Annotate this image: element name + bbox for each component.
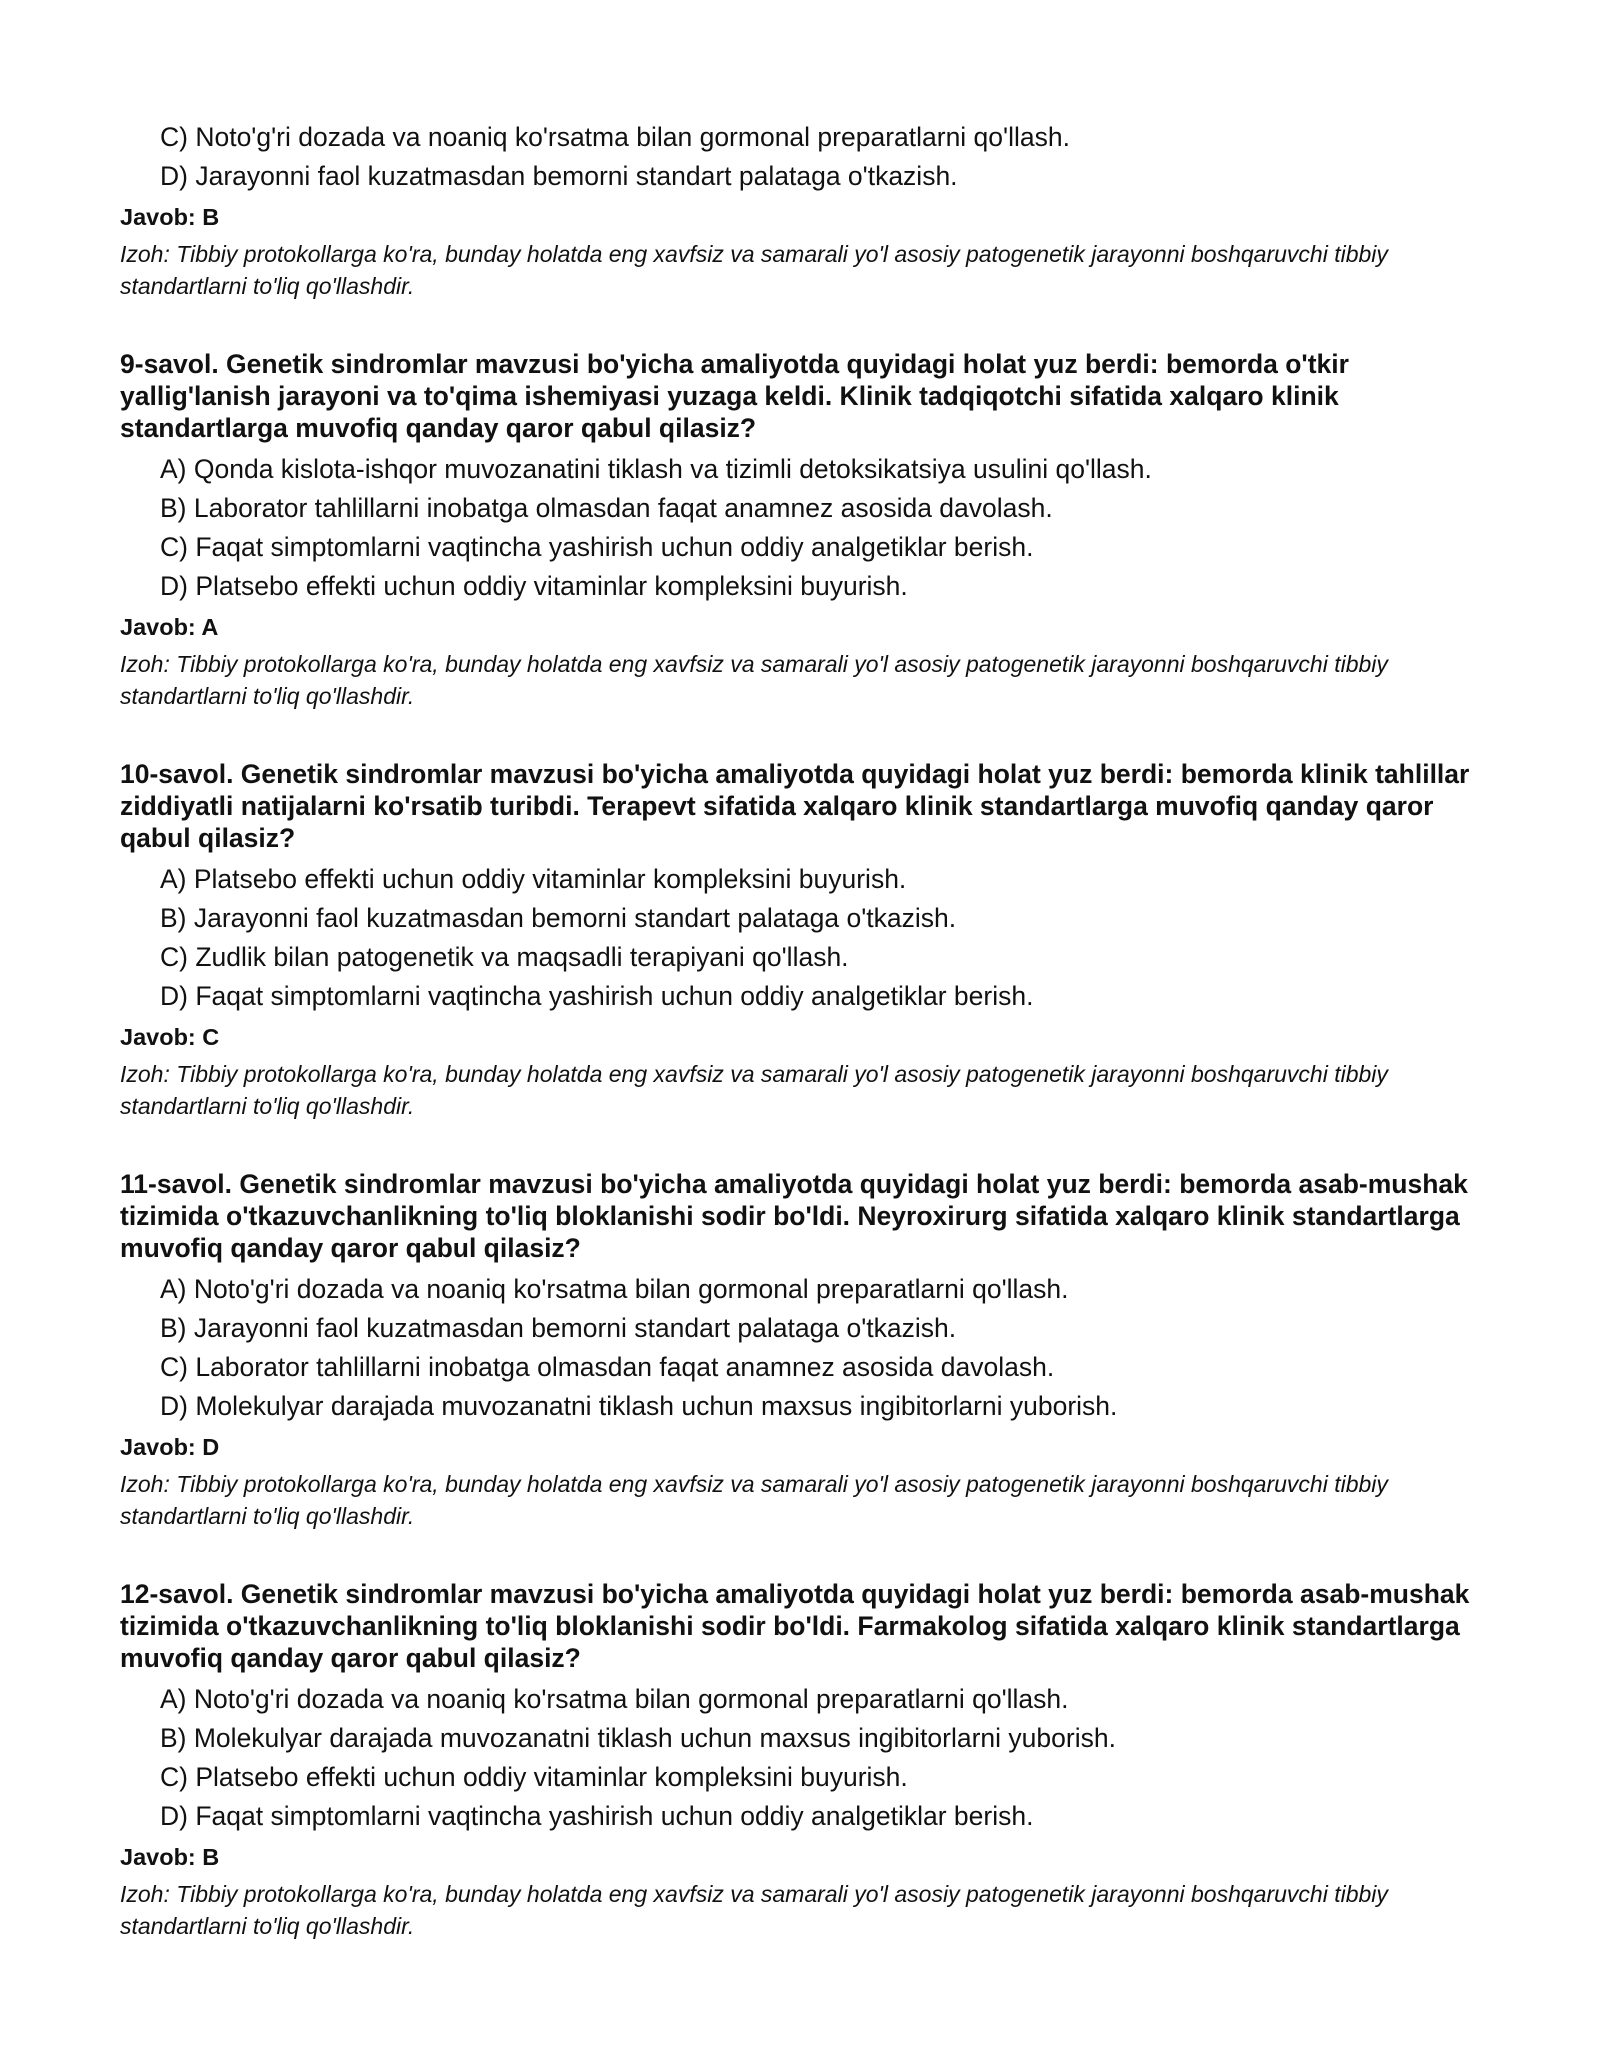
option-d: D) Molekulyar darajada muvozanatni tiklash uchun maxsus ingibitorlarni yuborish. — [160, 1391, 1118, 1421]
explanation-note: Izoh: Tibbiy protokollarga ko'ra, bunday holatda eng xavfsiz va samarali yo'l asosiy patogenetik jarayonni boshqaruvchi tibbiy standartlarni to'liq qo'llashdir. — [120, 1471, 1388, 1529]
answer-label: Javob: B — [120, 204, 220, 230]
document-page — [120, 118, 1500, 1942]
answer-label: Javob: A — [120, 614, 219, 640]
option-b: B) Molekulyar darajada muvozanatni tiklash uchun maxsus ingibitorlarni yuborish. — [160, 1723, 1116, 1753]
option-a: A) Noto'g'ri dozada va noaniq ko'rsatma bilan gormonal preparatlarni qo'llash. — [160, 1274, 1069, 1304]
explanation-note: Izoh: Tibbiy protokollarga ko'ra, bunday holatda eng xavfsiz va samarali yo'l asosiy patogenetik jarayonni boshqaruvchi tibbiy standartlarni to'liq qo'llashdir. — [120, 1061, 1388, 1119]
option-b: B) Laborator tahlillarni inobatga olmasdan faqat anamnez asosida davolash. — [160, 493, 1053, 523]
option-c: C) Laborator tahlillarni inobatga olmasdan faqat anamnez asosida davolash. — [160, 1352, 1055, 1382]
option-c: C) Zudlik bilan patogenetik va maqsadli terapiyani qo'llash. — [160, 942, 849, 972]
question-9 — [120, 348, 1500, 712]
answer-label: Javob: B — [120, 1844, 220, 1870]
explanation-note: Izoh: Tibbiy protokollarga ko'ra, bunday holatda eng xavfsiz va samarali yo'l asosiy patogenetik jarayonni boshqaruvchi tibbiy standartlarni to'liq qo'llashdir. — [120, 651, 1388, 709]
answer-label: Javob: D — [120, 1434, 220, 1460]
option-a: A) Qonda kislota-ishqor muvozanatini tiklash va tizimli detoksikatsiya usulini qo'llash. — [160, 454, 1152, 484]
explanation-note: Izoh: Tibbiy protokollarga ko'ra, bunday holatda eng xavfsiz va samarali yo'l asosiy patogenetik jarayonni boshqaruvchi tibbiy standartlarni to'liq qo'llashdir. — [120, 1881, 1388, 1939]
explanation-note: Izoh: Tibbiy protokollarga ko'ra, bunday holatda eng xavfsiz va samarali yo'l asosiy patogenetik jarayonni boshqaruvchi tibbiy standartlarni to'liq qo'llashdir. — [120, 241, 1388, 299]
option-c: C) Faqat simptomlarni vaqtincha yashirish uchun oddiy analgetiklar berish. — [160, 532, 1034, 562]
answer-label: Javob: C — [120, 1024, 220, 1050]
option-d: D) Jarayonni faol kuzatmasdan bemorni standart palataga o'tkazish. — [160, 161, 958, 191]
option-c: C) Platsebo effekti uchun oddiy vitaminlar kompleksini buyurish. — [160, 1762, 908, 1792]
question-title: 9-savol. Genetik sindromlar mavzusi bo'yicha amaliyotda quyidagi holat yuz berdi: bemorda o'tkir yallig'lanish jarayoni va to'qima ishemiyasi yuzaga keldi. Klinik tadqiqotchi sifatida xalqaro klinik standartlarga muvofiq qanday qaror qabul qilasiz? — [120, 349, 1349, 443]
option-c: C) Noto'g'ri dozada va noaniq ko'rsatma bilan gormonal preparatlarni qo'llash. — [160, 122, 1070, 152]
option-a: A) Platsebo effekti uchun oddiy vitaminlar kompleksini buyurish. — [160, 864, 907, 894]
question-12 — [120, 1578, 1500, 1942]
option-b: B) Jarayonni faol kuzatmasdan bemorni standart palataga o'tkazish. — [160, 903, 957, 933]
question-10 — [120, 758, 1500, 1122]
question-title: 12-savol. Genetik sindromlar mavzusi bo'yicha amaliyotda quyidagi holat yuz berdi: bemorda asab-mushak tizimida o'tkazuvchanlikning to'liq bloklanishi sodir bo'ldi. Farmakolog sifatida xalqaro klinik standartlarga muvofiq qanday qaror qabul qilasiz? — [120, 1579, 1470, 1673]
option-d: D) Platsebo effekti uchun oddiy vitaminlar kompleksini buyurish. — [160, 571, 908, 601]
question-8-continuation — [120, 118, 1500, 302]
option-d: D) Faqat simptomlarni vaqtincha yashirish uchun oddiy analgetiklar berish. — [160, 981, 1034, 1011]
question-title: 11-savol. Genetik sindromlar mavzusi bo'yicha amaliyotda quyidagi holat yuz berdi: bemorda asab-mushak tizimida o'tkazuvchanlikning to'liq bloklanishi sodir bo'ldi. Neyroxirurg sifatida xalqaro klinik standartlarga muvofiq qanday qaror qabul qilasiz? — [120, 1169, 1468, 1263]
question-11 — [120, 1168, 1500, 1532]
option-a: A) Noto'g'ri dozada va noaniq ko'rsatma bilan gormonal preparatlarni qo'llash. — [160, 1684, 1069, 1714]
question-title: 10-savol. Genetik sindromlar mavzusi bo'yicha amaliyotda quyidagi holat yuz berdi: bemorda klinik tahlillar ziddiyatli natijalarni ko'rsatib turibdi. Terapevt sifatida xalqaro klinik standartlarga muvofiq qanday qaror qabul qilasiz? — [120, 759, 1470, 853]
option-d: D) Faqat simptomlarni vaqtincha yashirish uchun oddiy analgetiklar berish. — [160, 1801, 1034, 1831]
option-b: B) Jarayonni faol kuzatmasdan bemorni standart palataga o'tkazish. — [160, 1313, 957, 1343]
